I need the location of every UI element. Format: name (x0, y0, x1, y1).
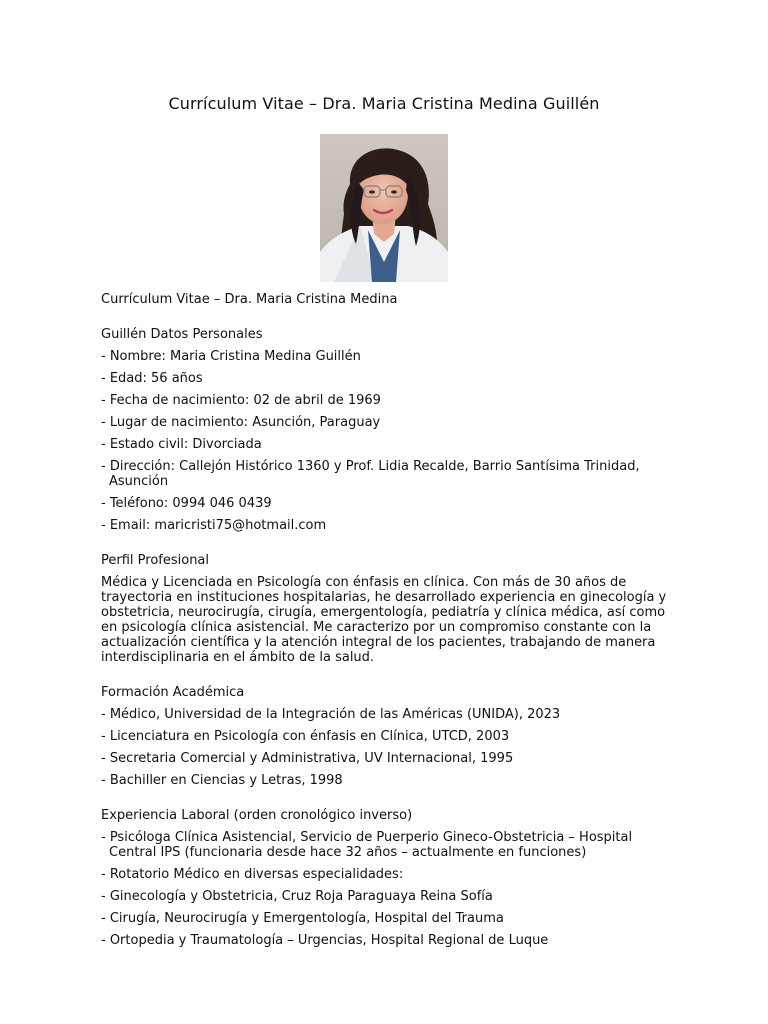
profile-photo (320, 134, 448, 282)
personal-item: - Fecha de nacimiento: 02 de abril de 1969 (101, 393, 381, 408)
personal-heading: Guillén Datos Personales (101, 327, 263, 342)
experience-item: - Rotatorio Médico en diversas especialidades: (101, 867, 404, 882)
intro-line: Currículum Vitae – Dra. Maria Cristina Medina (101, 292, 398, 307)
personal-item: - Dirección: Callejón Histórico 1360 y Prof. Lidia Recalde, Barrio Santísima Trinidad, Asunción (101, 459, 640, 489)
profile-heading: Perfil Profesional (101, 553, 210, 568)
experience-item: - Psicóloga Clínica Asistencial, Servicio de Puerperio Gineco-Obstetricia – Hospital Central IPS (funcionaria desde hace 32 años – actualmente en funciones) (101, 830, 633, 860)
document-title: Currículum Vitae – Dra. Maria Cristina Medina Guillén (168, 94, 600, 113)
education-item: - Bachiller en Ciencias y Letras, 1998 (101, 773, 343, 788)
experience-item: - Ginecología y Obstetricia, Cruz Roja Paraguaya Reina Sofía (101, 889, 493, 904)
cv-content (101, 292, 671, 955)
personal-item: - Estado civil: Divorciada (101, 437, 262, 452)
experience-heading: Experiencia Laboral (orden cronológico inverso) (101, 808, 413, 823)
experience-item: - Ortopedia y Traumatología – Urgencias, Hospital Regional de Luque (101, 933, 549, 948)
personal-item: - Nombre: Maria Cristina Medina Guillén (101, 349, 361, 364)
education-item: - Secretaria Comercial y Administrativa, UV Internacional, 1995 (101, 751, 514, 766)
personal-item: - Lugar de nacimiento: Asunción, Paraguay (101, 415, 381, 430)
profile-text: Médica y Licenciada en Psicología con énfasis en clínica. Con más de 30 años de trayectoria en instituciones hospitalarias, he desarrollado experiencia en ginecología y obstetricia, neurocirugía, cirugía, emergentología, pediatría y clínica médica, así como en psicología clínica asistencial. Me caracterizo por un compromiso constante con la actualización científica y la atención integral de los pacientes, trabajando de manera interdisciplinaria en el ámbito de la salud. (101, 575, 667, 665)
personal-item: - Edad: 56 años (101, 371, 203, 386)
personal-item: - Email: maricristi75@hotmail.com (101, 518, 327, 533)
education-heading: Formación Académica (101, 685, 245, 700)
education-item: - Médico, Universidad de la Integración de las Américas (UNIDA), 2023 (101, 707, 561, 722)
personal-item: - Teléfono: 0994 046 0439 (101, 496, 272, 511)
experience-item: - Cirugía, Neurocirugía y Emergentología, Hospital del Trauma (101, 911, 504, 926)
education-item: - Licenciatura en Psicología con énfasis en Clínica, UTCD, 2003 (101, 729, 510, 744)
